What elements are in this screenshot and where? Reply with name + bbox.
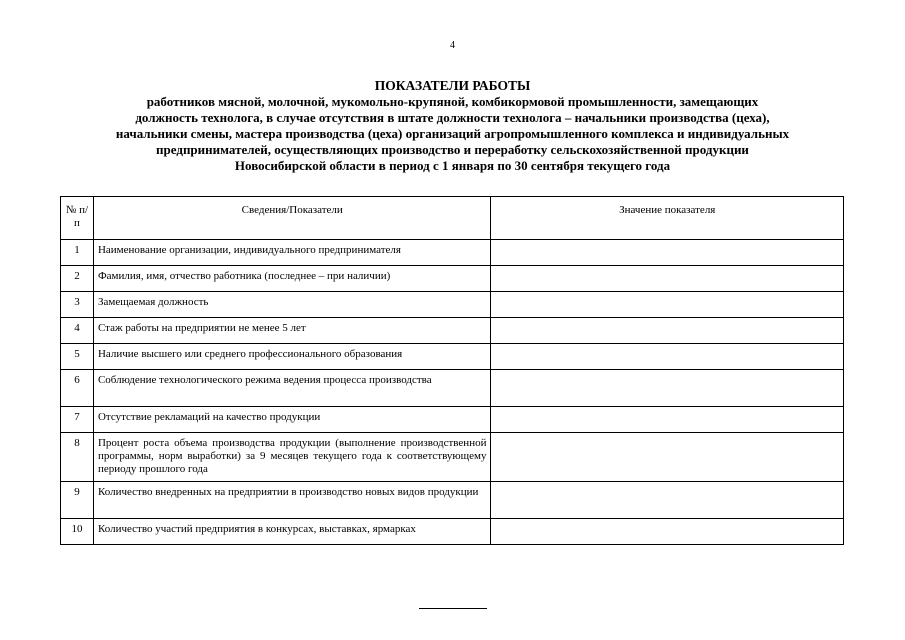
row-number: 7 xyxy=(61,407,94,433)
header-info: Сведения/Показатели xyxy=(93,197,491,240)
indicators-table xyxy=(60,196,844,545)
row-info: Соблюдение технологического режима ведения процесса производства xyxy=(93,370,491,407)
heading-line-1: работников мясной, молочной, мукомольно-крупяной, комбикормовой промышленности, замещающих xyxy=(146,94,759,109)
table-row xyxy=(61,266,844,292)
row-number: 1 xyxy=(61,240,94,266)
row-value-cell[interactable] xyxy=(491,318,844,344)
row-number: 6 xyxy=(61,370,94,407)
document-heading xyxy=(40,78,865,174)
row-number: 3 xyxy=(61,292,94,318)
row-number: 10 xyxy=(61,519,94,545)
footer-divider xyxy=(419,608,487,609)
row-info: Наименование организации, индивидуального предпринимателя xyxy=(93,240,491,266)
heading-line-4: предпринимателей, осуществляющих производство и переработку сельскохозяйственной продукции xyxy=(156,142,749,157)
row-value-cell[interactable] xyxy=(491,266,844,292)
table-row xyxy=(61,370,844,407)
row-value-cell[interactable] xyxy=(491,519,844,545)
heading-line-2: должность технолога, в случае отсутствия в штате должности технолога – начальники производства (цеха), xyxy=(135,110,770,125)
row-info: Количество участий предприятия в конкурсах, выставках, ярмарках xyxy=(93,519,491,545)
row-info: Замещаемая должность xyxy=(93,292,491,318)
table-row xyxy=(61,344,844,370)
row-info: Наличие высшего или среднего профессионального образования xyxy=(93,344,491,370)
row-info: Стаж работы на предприятии не менее 5 лет xyxy=(93,318,491,344)
heading-line-5: Новосибирской области в период с 1 января по 30 сентября текущего года xyxy=(234,158,671,173)
table-row xyxy=(61,433,844,482)
row-value-cell[interactable] xyxy=(491,407,844,433)
row-number: 4 xyxy=(61,318,94,344)
row-number: 5 xyxy=(61,344,94,370)
row-value-cell[interactable] xyxy=(491,370,844,407)
table-row xyxy=(61,292,844,318)
row-value-cell[interactable] xyxy=(491,240,844,266)
row-value-cell[interactable] xyxy=(491,344,844,370)
table-row xyxy=(61,407,844,433)
document-title: ПОКАЗАТЕЛИ РАБОТЫ xyxy=(374,78,531,93)
row-info: Фамилия, имя, отчество работника (последнее – при наличии) xyxy=(93,266,491,292)
heading-line-3: начальники смены, мастера производства (цеха) организаций агропромышленного комплекса и индивидуальных xyxy=(115,126,790,141)
table-row xyxy=(61,240,844,266)
row-value-cell[interactable] xyxy=(491,292,844,318)
header-value: Значение показателя xyxy=(491,197,844,240)
row-info: Количество внедренных на предприятии в производство новых видов продукции xyxy=(93,482,491,519)
row-info: Процент роста объема производства продукции (выполнение производственной программы, норм выработки) за 9 месяцев текущего года к соответствующему периоду прошлого года xyxy=(93,433,491,482)
table-row xyxy=(61,482,844,519)
header-number: № п/п xyxy=(61,197,94,240)
table-row xyxy=(61,318,844,344)
row-value-cell[interactable] xyxy=(491,433,844,482)
row-number: 8 xyxy=(61,433,94,482)
table-header-row xyxy=(61,197,844,240)
page-number: 4 xyxy=(450,40,455,51)
row-value-cell[interactable] xyxy=(491,482,844,519)
table-row xyxy=(61,519,844,545)
row-number: 9 xyxy=(61,482,94,519)
row-number: 2 xyxy=(61,266,94,292)
row-info: Отсутствие рекламаций на качество продукции xyxy=(93,407,491,433)
